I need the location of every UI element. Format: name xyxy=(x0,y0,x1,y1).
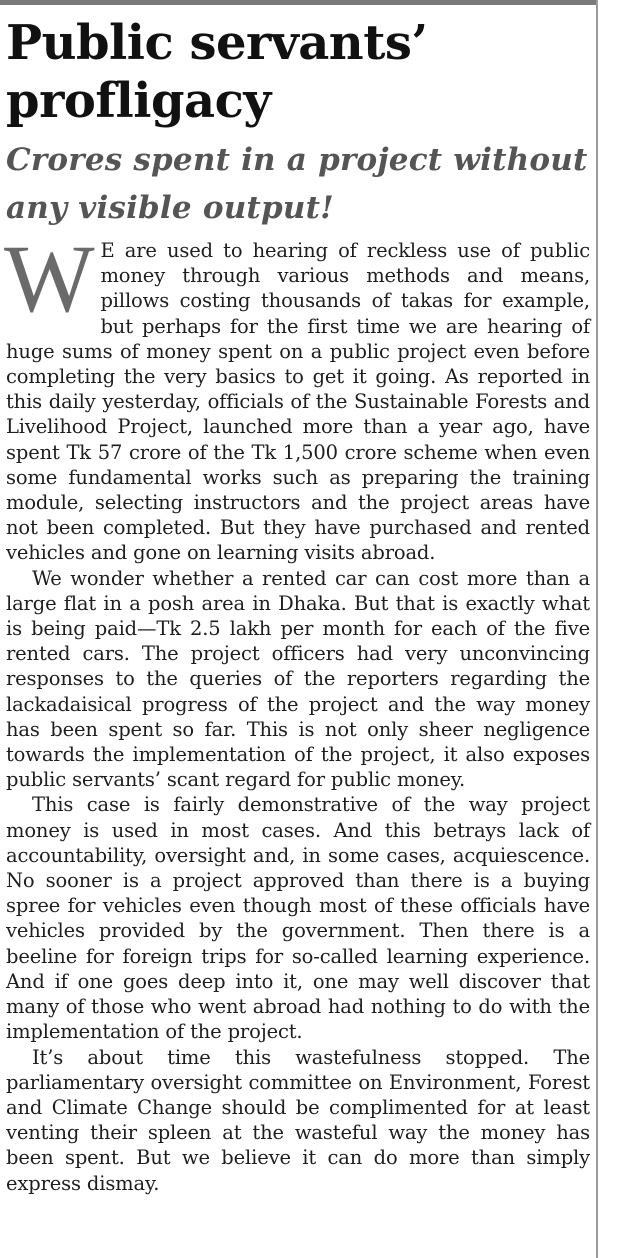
paragraph-4: It’s about time this wastefulness stopped. The parliamentary oversight committee on Environment, Forest and Climate Change should be complimented for at least venting their spleen at the wasteful way the money has been spent. But we believe it can do more than simply express dismay. xyxy=(6,1045,590,1195)
headline: Public servants’ profligacy xyxy=(6,15,428,129)
editorial-article xyxy=(6,14,590,1196)
top-rule xyxy=(0,0,598,5)
drop-cap: W xyxy=(4,225,95,332)
paragraph-1-text: E are used to hearing of reckless use of public money through various methods and means, pillows costing thousands of takas for example, but perhaps for the first time we are hearing of huge sums of money spent on a public project even before completing the very basics to get it going. As reported in this daily yesterday, officials of the Sustainable Forests and Livelihood Project, launched more than a year ago, have spent Tk 57 crore of the Tk 1,500 crore scheme when even some fundamental works such as preparing the training module, selecting instructors and the project areas have not been completed. But they have purchased and rented vehicles and gone on learning visits abroad. xyxy=(6,239,590,565)
subheadline: Crores spent in a project without any visible output! xyxy=(6,142,588,226)
article-body xyxy=(4,225,590,1196)
paragraph-1 xyxy=(4,225,590,566)
column-rule xyxy=(596,0,598,1258)
paragraph-2: We wonder whether a rented car can cost more than a large flat in a posh area in Dhaka. But that is exactly what is being paid—Tk 2.5 lakh per month for each of the five rented cars. The project officers had very unconvincing responses to the queries of the reporters regarding the lackadaisical progress of the project and the way money has been spent so far. This is not only sheer negligence towards the implementation of the project, it also exposes public servants’ scant regard for public money. xyxy=(6,566,590,792)
paragraph-3: This case is fairly demonstrative of the way project money is used in most cases. And this betrays lack of accountability, oversight and, in some cases, acquiescence. No sooner is a project approved than there is a buying spree for vehicles even though most of these officials have vehicles provided by the government. Then there is a beeline for foreign trips for so-called learning experience. And if one goes deep into it, one may well discover that many of those who went abroad had nothing to do with the implementation of the project. xyxy=(6,793,590,1044)
